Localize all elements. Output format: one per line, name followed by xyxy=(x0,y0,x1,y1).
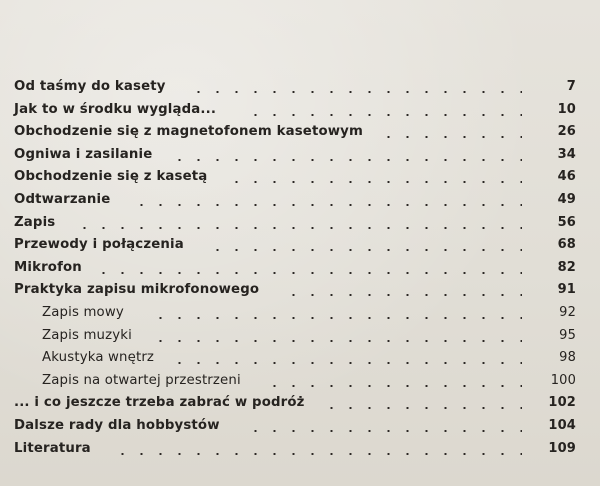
toc-entry-title: Praktyka zapisu mikrofonowego xyxy=(14,282,260,298)
dot-leader xyxy=(113,453,522,455)
toc-entry xyxy=(14,415,576,438)
dot-leader xyxy=(151,317,522,319)
dot-leader xyxy=(75,227,522,229)
toc-entry-page: 102 xyxy=(548,395,576,411)
toc-entry-page: 68 xyxy=(557,237,576,253)
toc-entry xyxy=(14,347,576,370)
toc-entry-page: 34 xyxy=(557,146,576,162)
toc-entry xyxy=(14,234,576,257)
toc-entry xyxy=(14,121,576,144)
toc-entry xyxy=(14,257,576,280)
toc-entry-title: Zapis na otwartej przestrzeni xyxy=(42,372,241,388)
toc-entry-title: Akustyka wnętrz xyxy=(42,350,155,366)
toc-entry-page: 98 xyxy=(559,350,576,366)
toc-entry xyxy=(14,370,576,393)
toc-entry-page: 91 xyxy=(557,282,576,298)
dot-leader xyxy=(189,91,522,93)
toc-entry-title: Zapis xyxy=(14,214,56,230)
toc-entry xyxy=(14,144,576,167)
toc-entry-title: Zapis muzyki xyxy=(42,327,132,343)
toc-entry-title: ... i co jeszcze trzeba zabrać w podróż xyxy=(14,395,305,411)
toc-entry-page: 10 xyxy=(557,101,576,117)
toc-entry-title: Obchodzenie się z kasetą xyxy=(14,169,208,185)
toc-entry-page: 49 xyxy=(557,191,576,207)
toc-entry-title: Jak to w środku wygląda... xyxy=(14,101,217,117)
toc-entry xyxy=(14,302,576,325)
dot-leader xyxy=(132,204,522,206)
toc-entry xyxy=(14,279,576,302)
toc-entry-page: 104 xyxy=(548,417,576,433)
toc-entry-title: Literatura xyxy=(14,440,91,456)
dot-leader xyxy=(322,407,522,409)
dot-leader xyxy=(379,136,522,138)
toc-entry xyxy=(14,189,576,212)
toc-entry-title: Obchodzenie się z magnetofonem kasetowym xyxy=(14,124,363,140)
toc-entry xyxy=(14,212,576,235)
dot-leader xyxy=(151,340,522,342)
toc-entry-title: Od taśmy do kasety xyxy=(14,79,166,94)
toc-entry xyxy=(14,392,576,415)
toc-entry-title: Mikrofon xyxy=(14,259,82,275)
toc-entry xyxy=(14,325,576,348)
toc-entry-page: 95 xyxy=(559,327,576,343)
dot-leader xyxy=(265,385,522,387)
toc-entry-page: 82 xyxy=(557,259,576,275)
dot-leader xyxy=(227,181,522,183)
toc-entry-page: 100 xyxy=(550,372,576,388)
dot-leader xyxy=(246,114,522,116)
toc-entry-page: 109 xyxy=(548,440,576,456)
dot-leader xyxy=(246,430,522,432)
toc-entry-title: Ogniwa i zasilanie xyxy=(14,146,153,162)
toc-entry xyxy=(14,99,576,122)
table-of-contents xyxy=(14,76,576,460)
toc-entry-page: 26 xyxy=(557,124,576,140)
toc-entry-title: Przewody i połączenia xyxy=(14,237,184,253)
dot-leader xyxy=(94,272,522,274)
toc-entry-title: Zapis mowy xyxy=(42,304,124,320)
dot-leader xyxy=(284,294,522,296)
toc-entry-page: 92 xyxy=(559,304,576,320)
toc-entry-page: 56 xyxy=(557,214,576,230)
toc-entry xyxy=(14,438,576,461)
toc-entry xyxy=(14,166,576,189)
toc-entry-title: Dalsze rady dla hobbystów xyxy=(14,417,220,433)
dot-leader xyxy=(208,249,522,251)
dot-leader xyxy=(170,159,522,161)
dot-leader xyxy=(170,362,522,364)
toc-entry-page: 46 xyxy=(557,169,576,185)
toc-entry-title: Odtwarzanie xyxy=(14,191,111,207)
toc-entry xyxy=(14,76,576,99)
toc-entry-page: 7 xyxy=(566,79,576,94)
